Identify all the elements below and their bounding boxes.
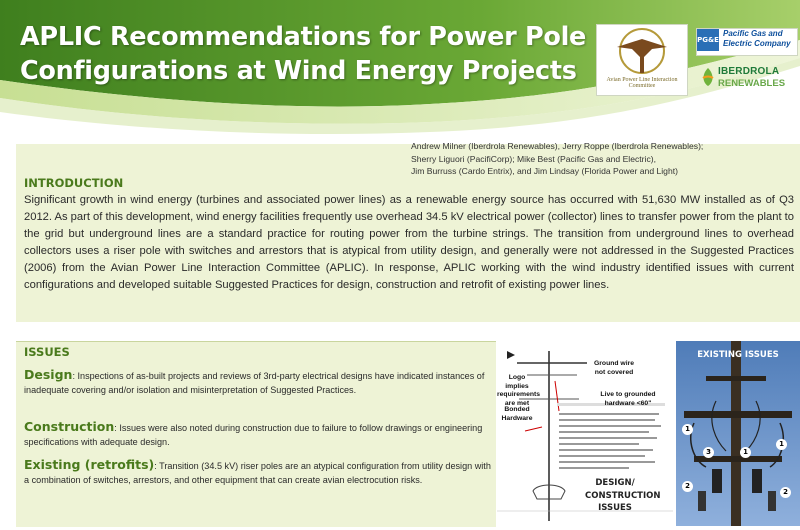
eagle-icon [597, 25, 687, 77]
callout-ground-wire: Ground wire not covered [593, 360, 635, 376]
issue-marker-2: 2 [682, 481, 693, 492]
issue-construction [24, 420, 494, 449]
issue-marker-2: 2 [780, 487, 791, 498]
pole-photo-graphic [676, 341, 800, 526]
introduction-heading: INTRODUCTION [24, 176, 124, 190]
issues-heading: ISSUES [24, 345, 70, 359]
issue-design [24, 368, 494, 397]
issue-text: : Transition (34.5 kV) riser poles are an atypical configuration from utility design with a combination of switches, arrestors, and other equipment that can create avian electrocution risks. [24, 461, 491, 486]
callout-logo-implies: Logo implies requirements are met [497, 374, 541, 407]
pge-logo [696, 28, 798, 56]
iberdrola-logo [700, 64, 796, 92]
design-construction-label: DESIGN/ CONSTRUCTION ISSUES [585, 478, 661, 513]
issue-marker-1: 1 [682, 424, 693, 435]
iberdrola-leaf-icon [700, 66, 716, 88]
authors-line: Andrew Milner (Iberdrola Renewables), Jerry Roppe (Iberdrola Renewables); [411, 141, 704, 151]
pge-name: Pacific Gas and Electric Company [723, 29, 791, 48]
aplic-logo [596, 24, 688, 96]
callout-live-grounded: Live to grounded hardware <60" [600, 391, 656, 407]
iberdrola-sub: RENEWABLES [718, 78, 786, 89]
authors-line: Sherry Liguori (PacifiCorp); Mike Best (Pacific Gas and Electric), [411, 153, 656, 164]
existing-issues-photo [676, 341, 800, 526]
issue-marker-1: 1 [776, 439, 787, 450]
issue-label: Design [24, 367, 73, 382]
issue-label: Construction [24, 419, 115, 434]
authors-line: Jim Burruss (Cardo Entrix), and Jim Lindsay (Florida Power and Light) [411, 166, 678, 177]
authors-list [411, 140, 791, 178]
issue-existing [24, 458, 494, 487]
header-banner [0, 0, 800, 140]
issue-text: : Inspections of as-built projects and reviews of 3rd-party electrical designs have indicated instances of inadequate covering and/or isolation and misinterpretation of Suggested Practices. [24, 371, 485, 396]
issue-label: Existing (retrofits) [24, 457, 155, 472]
iberdrola-name: IBERDROLA [718, 66, 780, 77]
introduction-text: Significant growth in wind energy (turbines and associated power lines) as a renewable energy source has occurred with 51,630 MW installed as of Q3 2012. As part of this development, wind energy facilities frequently use overhead 34.5 kV electrical power (collector) lines to transfer power from the plant to the grid but underground lines are a standard practice for routing power from the turbine strings. The transition from underground lines to overhead collectors uses a riser pole with switches and arrestors that is atypical from utility design, and generally were not addressed in the Suggested Practices (2006) from the Avian Power Line Interaction Committee (APLIC). In response, APLIC working with the wind industry identified issues with current configurations and developed suitable Suggested Practices for design, construction and retrofit of existing power lines. [24, 194, 794, 291]
pge-mark: PG&E [697, 29, 719, 51]
callout-bonded: Bonded Hardware [501, 406, 533, 422]
issue-marker-3: 3 [703, 447, 714, 458]
aplic-logo-text: Avian Power Line Interaction Committee [606, 77, 678, 89]
existing-issues-label: EXISTING ISSUES [697, 350, 779, 360]
issue-marker-1: 1 [740, 447, 751, 458]
issue-text: : Issues were also noted during construction due to failure to follow drawings or engineering specifications with adequate design. [24, 423, 483, 448]
poster-title: APLIC Recommendations for Power Pole Configurations at Wind Energy Projects [20, 22, 587, 86]
